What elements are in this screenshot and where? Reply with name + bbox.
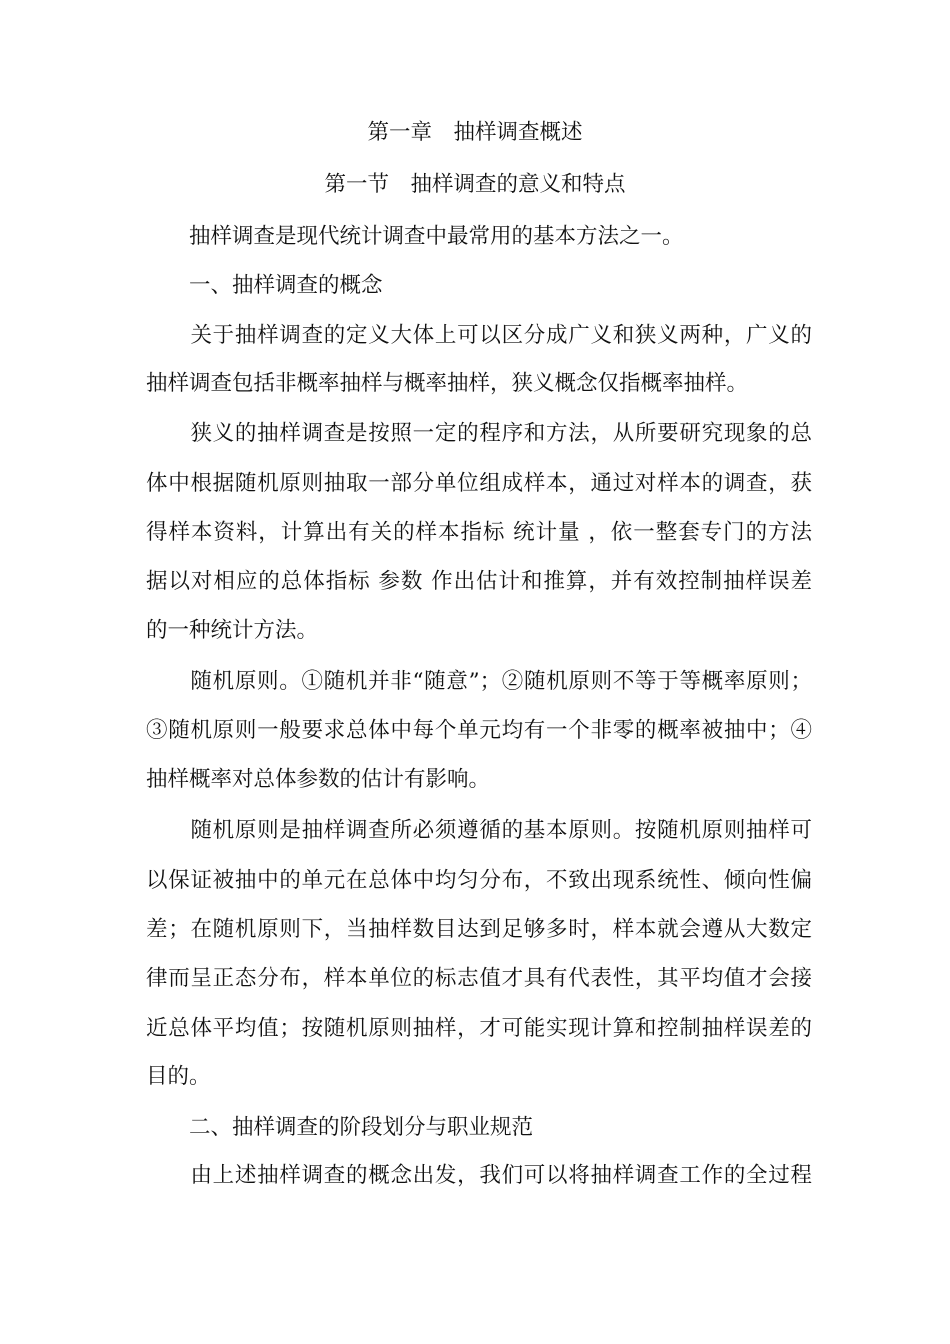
heading-line: 一、抽样调查的概念 [146, 273, 383, 298]
paragraph-line: 以保证被抽中的单元在总体中均匀分布，不致出现系统性、倾向性偏 [146, 868, 812, 893]
paragraph-line: 得样本资料，计算出有关的样本指标 统计量 ，依一整套专门的方法 [146, 520, 812, 545]
paragraph-line: 抽样概率对总体参数的估计有影响。 [146, 767, 491, 792]
paragraph-line: 抽样调查包括非概率抽样与概率抽样，狭义概念仅指概率抽样。 [146, 371, 749, 396]
section-title: 第一节 抽样调查的意义和特点 [324, 172, 626, 197]
paragraph-line: 关于抽样调查的定义大体上可以区分成广义和狭义两种，广义的 [146, 323, 812, 348]
paragraph-line: 律而呈正态分布，样本单位的标志值才具有代表性，其平均值才会接 [146, 966, 812, 991]
paragraph-line: 目的。 [146, 1064, 211, 1089]
paragraph-line: 近总体平均值；按随机原则抽样，才可能实现计算和控制抽样误差的 [146, 1016, 812, 1041]
paragraph-line: 差；在随机原则下，当抽样数目达到足够多时，样本就会遵从大数定 [146, 917, 812, 942]
heading-line: 二、抽样调查的阶段划分与职业规范 [146, 1115, 534, 1140]
paragraph-line: 随机原则是抽样调查所必须遵循的基本原则。按随机原则抽样可 [146, 818, 812, 843]
paragraph-line: 随机原则。①随机并非“随意”；②随机原则不等于等概率原则； [146, 669, 812, 694]
chapter-title: 第一章 抽样调查概述 [367, 120, 583, 145]
paragraph-line: 据以对相应的总体指标 参数 作出估计和推算，并有效控制抽样误差 [146, 569, 812, 594]
paragraph-line: 体中根据随机原则抽取一部分单位组成样本，通过对样本的调查，获 [146, 471, 812, 496]
paragraph-line: ③随机原则一般要求总体中每个单元均有一个非零的概率被抽中；④ [146, 718, 812, 743]
paragraph-line: 由上述抽样调查的概念出发，我们可以将抽样调查工作的全过程 [146, 1163, 812, 1188]
paragraph-line: 的一种统计方法。 [146, 618, 319, 643]
paragraph-line: 狭义的抽样调查是按照一定的程序和方法，从所要研究现象的总 [146, 421, 812, 446]
paragraph-line: 抽样调查是现代统计调查中最常用的基本方法之一。 [146, 224, 684, 249]
